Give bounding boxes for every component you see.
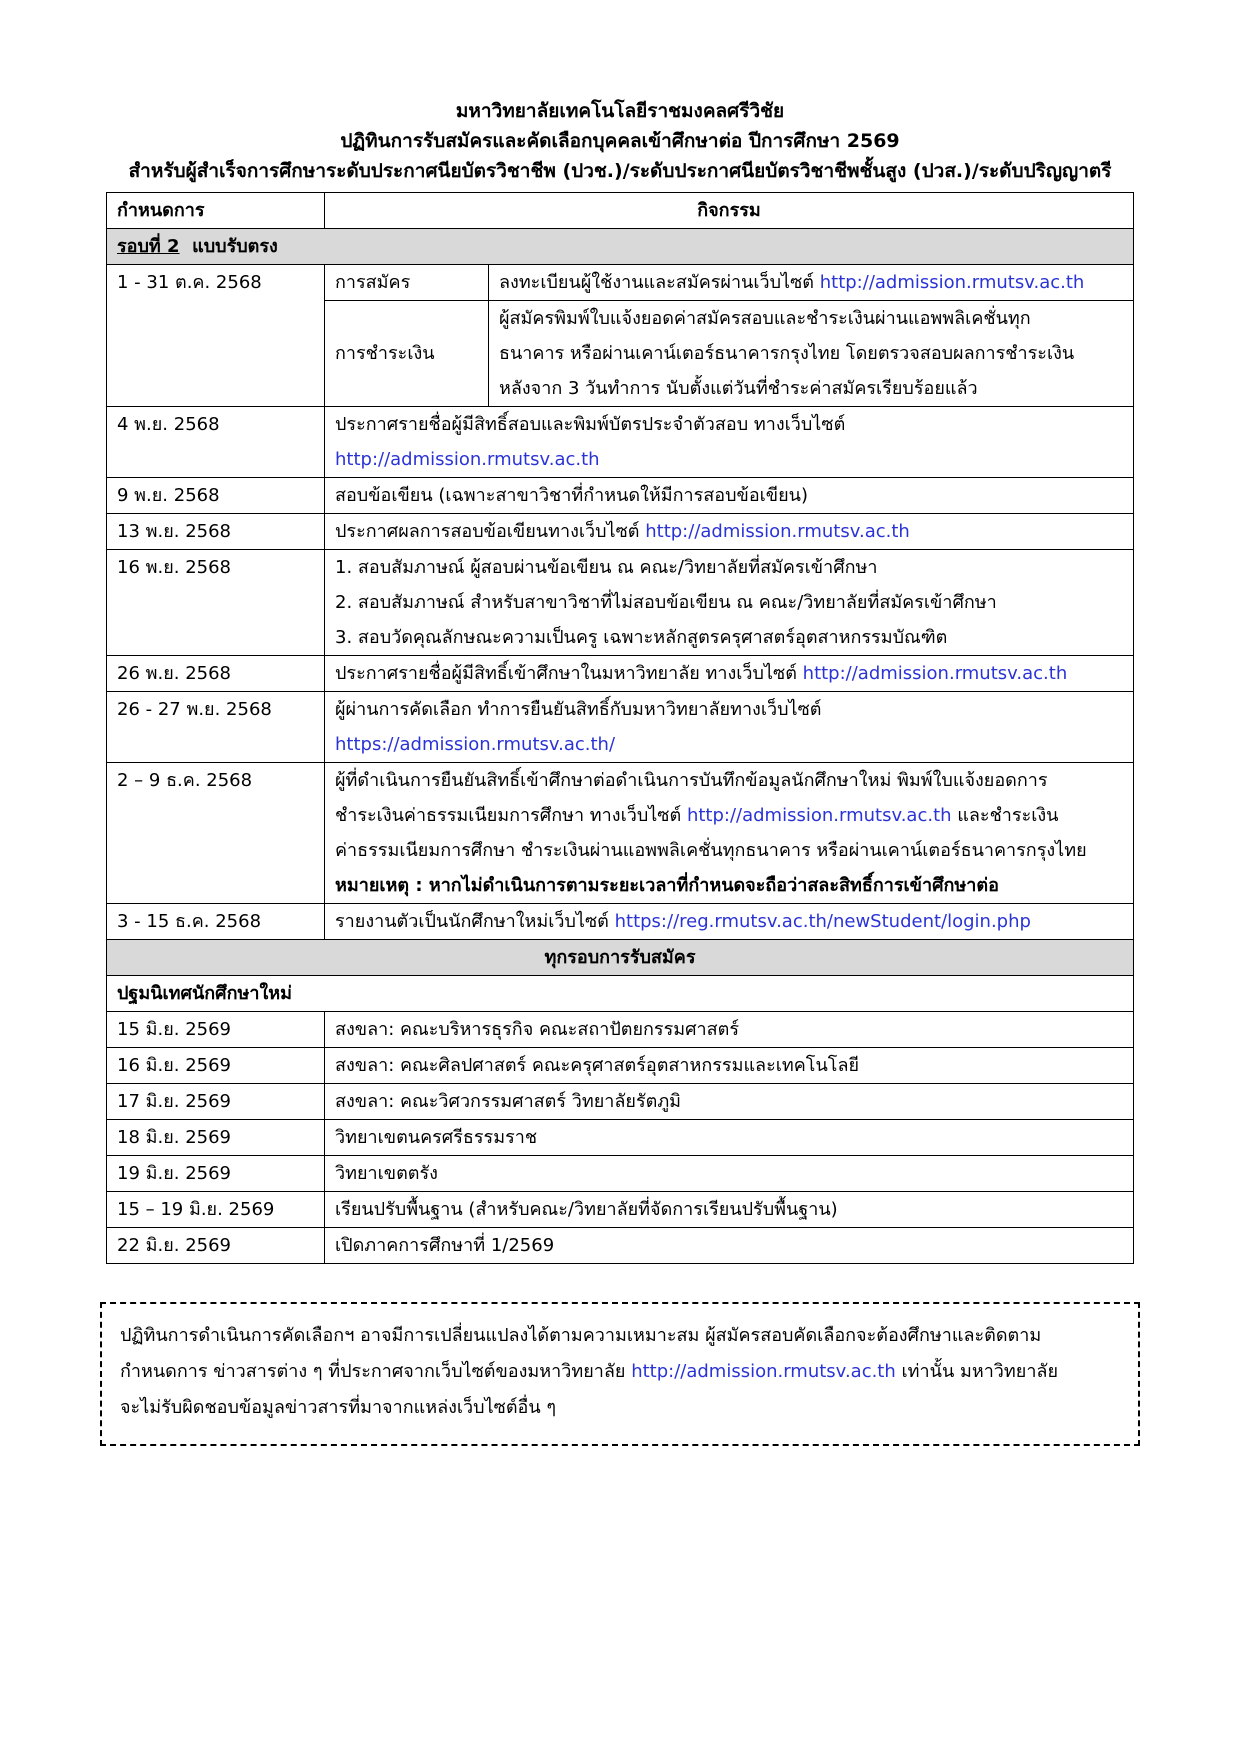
row-activity: เปิดภาคการศึกษาที่ 1/2569: [325, 1228, 1134, 1264]
row-date: 4 พ.ย. 2568: [107, 407, 325, 478]
row-activity: [325, 692, 1134, 763]
row-activity: วิทยาเขตตรัง: [325, 1156, 1134, 1192]
row-activity: สงขลา: คณะศิลปศาสตร์ คณะครุศาสตร์อุตสาหกรรมและเทคโนโลยี: [325, 1048, 1134, 1084]
row-sub-label: การสมัคร: [325, 265, 489, 301]
all-rounds-section-row: [107, 940, 1134, 976]
disclaimer-line: จะไม่รับผิดชอบข้อมูลข่าวสารที่มาจากแหล่งเว็บไซต์อื่น ๆ: [120, 1397, 557, 1418]
round-heading: [107, 229, 1134, 265]
activity-text: รายงานตัวเป็นนักศึกษาใหม่เว็บไซต์: [335, 911, 609, 932]
admission-link[interactable]: http://admission.rmutsv.ac.th: [819, 272, 1085, 293]
row-activity: สงขลา: คณะวิศวกรรมศาสตร์ วิทยาลัยรัตภูมิ: [325, 1084, 1134, 1120]
activity-text: ประกาศรายชื่อผู้มีสิทธิ์เข้าศึกษาในมหาวิทยาลัย ทางเว็บไซต์: [335, 663, 797, 684]
disclaimer-text: เท่านั้น มหาวิทยาลัย: [901, 1361, 1059, 1382]
deadline-note: หมายเหตุ : หากไม่ดำเนินการตามระยะเวลาที่กำหนดจะถือว่าสละสิทธิ์การเข้าศึกษาต่อ: [335, 875, 999, 896]
activity-line: ธนาคาร หรือผ่านเคาน์เตอร์ธนาคารกรุงไทย โดยตรวจสอบผลการชำระเงิน: [499, 343, 1075, 364]
admission-link[interactable]: http://admission.rmutsv.ac.th: [631, 1361, 896, 1382]
row-date: 22 มิ.ย. 2569: [107, 1228, 325, 1264]
row-date: 16 มิ.ย. 2569: [107, 1048, 325, 1084]
activity-line: [335, 798, 1123, 833]
col-header-activity: กิจกรรม: [325, 193, 1134, 229]
reg-link[interactable]: https://reg.rmutsv.ac.th/newStudent/login.php: [614, 911, 1031, 932]
activity-line: 1. สอบสัมภาษณ์ ผู้สอบผ่านข้อเขียน ณ คณะ/วิทยาลัยที่สมัครเข้าศึกษา: [335, 557, 878, 578]
row-activity: [325, 514, 1134, 550]
row-date: 17 มิ.ย. 2569: [107, 1084, 325, 1120]
table-row: [107, 656, 1134, 692]
round-label: รอบที่ 2: [117, 236, 180, 257]
admission-link[interactable]: http://admission.rmutsv.ac.th: [645, 521, 910, 542]
table-row: [107, 1192, 1134, 1228]
table-row: [107, 550, 1134, 656]
row-date: 26 พ.ย. 2568: [107, 656, 325, 692]
calendar-subtitle: สำหรับผู้สำเร็จการศึกษาระดับประกาศนียบัตรวิชาชีพ (ปวช.)/ระดับประกาศนียบัตรวิชาชีพชั้นสูง (ปวส.)/ระดับปริญญาตรี: [128, 160, 1112, 182]
row-date: 15 มิ.ย. 2569: [107, 1012, 325, 1048]
table-row: [107, 763, 1134, 904]
row-date: 16 พ.ย. 2568: [107, 550, 325, 656]
disclaimer-line: ปฏิทินการดำเนินการคัดเลือกฯ อาจมีการเปลี่ยนแปลงได้ตามความเหมาะสม ผู้สมัครสอบคัดเลือกจะต้องศึกษาและติดตาม: [120, 1325, 1042, 1346]
schedule-table: [106, 192, 1134, 1264]
admission-link[interactable]: http://admission.rmutsv.ac.th: [802, 663, 1068, 684]
row-date: 1 - 31 ต.ค. 2568: [107, 265, 325, 407]
orientation-title-row: [107, 976, 1134, 1012]
table-row: [107, 1012, 1134, 1048]
activity-line: ผู้สมัครพิมพ์ใบแจ้งยอดค่าสมัครสอบและชำระเงินผ่านแอพพลิเคชั่นทุก: [499, 308, 1031, 329]
col-header-date: กำหนดการ: [107, 193, 325, 229]
row-date: 18 มิ.ย. 2569: [107, 1120, 325, 1156]
table-header-row: [107, 193, 1134, 229]
table-row: [107, 478, 1134, 514]
row-date: 15 – 19 มิ.ย. 2569: [107, 1192, 325, 1228]
disclaimer-box: [100, 1302, 1140, 1446]
table-row: [107, 904, 1134, 940]
activity-line: ผู้ที่ดำเนินการยืนยันสิทธิ์เข้าศึกษาต่อดำเนินการบันทึกข้อมูลนักศึกษาใหม่ พิมพ์ใบแจ้งยอดการ: [335, 770, 1048, 791]
document-header: [0, 96, 1240, 186]
disclaimer-text: กำหนดการ ข่าวสารต่าง ๆ ที่ประกาศจากเว็บไซต์ของมหาวิทยาลัย: [120, 1361, 626, 1382]
admission-link[interactable]: http://admission.rmutsv.ac.th: [335, 449, 600, 470]
calendar-title: ปฏิทินการรับสมัครและคัดเลือกบุคคลเข้าศึกษาต่อ ปีการศึกษา 2569: [340, 130, 900, 152]
activity-text: ประกาศผลการสอบข้อเขียนทางเว็บไซต์: [335, 521, 640, 542]
disclaimer-line: [120, 1354, 1120, 1390]
row-activity: [489, 265, 1134, 301]
table-row: [107, 514, 1134, 550]
row-activity: สอบข้อเขียน (เฉพาะสาขาวิชาที่กำหนดให้มีการสอบข้อเขียน): [325, 478, 1134, 514]
table-row: [107, 265, 1134, 301]
row-activity: [325, 904, 1134, 940]
row-activity: [325, 550, 1134, 656]
table-row: [107, 1048, 1134, 1084]
activity-line: หลังจาก 3 วันทำการ นับตั้งแต่วันที่ชำระค่าสมัครเรียบร้อยแล้ว: [499, 378, 978, 399]
row-date: 3 - 15 ธ.ค. 2568: [107, 904, 325, 940]
row-activity: [325, 763, 1134, 904]
row-date: 13 พ.ย. 2568: [107, 514, 325, 550]
row-activity: [325, 407, 1134, 478]
row-date: 2 – 9 ธ.ค. 2568: [107, 763, 325, 904]
confirm-link[interactable]: https://admission.rmutsv.ac.th/: [335, 734, 616, 755]
activity-text: และชำระเงิน: [957, 805, 1059, 826]
row-activity: [325, 656, 1134, 692]
activity-text: ลงทะเบียนผู้ใช้งานและสมัครผ่านเว็บไซต์: [499, 272, 814, 293]
orientation-heading: ปฐมนิเทศนักศึกษาใหม่: [107, 976, 1134, 1012]
row-activity: [489, 301, 1134, 407]
university-name: มหาวิทยาลัยเทคโนโลยีราชมงคลศรีวิชัย: [455, 100, 785, 122]
table-row: [107, 407, 1134, 478]
round-type: แบบรับตรง: [192, 236, 278, 257]
table-row: [107, 1156, 1134, 1192]
row-activity: สงขลา: คณะบริหารธุรกิจ คณะสถาปัตยกรรมศาสตร์: [325, 1012, 1134, 1048]
table-row: [107, 1228, 1134, 1264]
activity-line: 3. สอบวัดคุณลักษณะความเป็นครู เฉพาะหลักสูตรครุศาสตร์อุตสาหกรรมบัณฑิต: [335, 627, 948, 648]
activity-line: ค่าธรรมเนียมการศึกษา ชำระเงินผ่านแอพพลิเคชั่นทุกธนาคาร หรือผ่านเคาน์เตอร์ธนาคารกรุงไทย: [335, 840, 1087, 861]
row-sub-label: การชำระเงิน: [325, 301, 489, 407]
all-rounds-heading: ทุกรอบการรับสมัคร: [107, 940, 1134, 976]
table-row: [107, 692, 1134, 763]
row-activity: วิทยาเขตนครศรีธรรมราช: [325, 1120, 1134, 1156]
row-activity: เรียนปรับพื้นฐาน (สำหรับคณะ/วิทยาลัยที่จัดการเรียนปรับพื้นฐาน): [325, 1192, 1134, 1228]
activity-line: ประกาศรายชื่อผู้มีสิทธิ์สอบและพิมพ์บัตรประจำตัวสอบ ทางเว็บไซต์: [335, 414, 846, 435]
row-date: 26 - 27 พ.ย. 2568: [107, 692, 325, 763]
round-section-row: [107, 229, 1134, 265]
table-row: [107, 1084, 1134, 1120]
activity-text: ชำระเงินค่าธรรมเนียมการศึกษา ทางเว็บไซต์: [335, 805, 682, 826]
admission-link[interactable]: http://admission.rmutsv.ac.th: [686, 805, 952, 826]
row-date: 9 พ.ย. 2568: [107, 478, 325, 514]
activity-line: 2. สอบสัมภาษณ์ สำหรับสาขาวิชาที่ไม่สอบข้อเขียน ณ คณะ/วิทยาลัยที่สมัครเข้าศึกษา: [335, 592, 997, 613]
row-date: 19 มิ.ย. 2569: [107, 1156, 325, 1192]
activity-line: ผู้ผ่านการคัดเลือก ทำการยืนยันสิทธิ์กับมหาวิทยาลัยทางเว็บไซต์: [335, 699, 822, 720]
table-row: [107, 1120, 1134, 1156]
